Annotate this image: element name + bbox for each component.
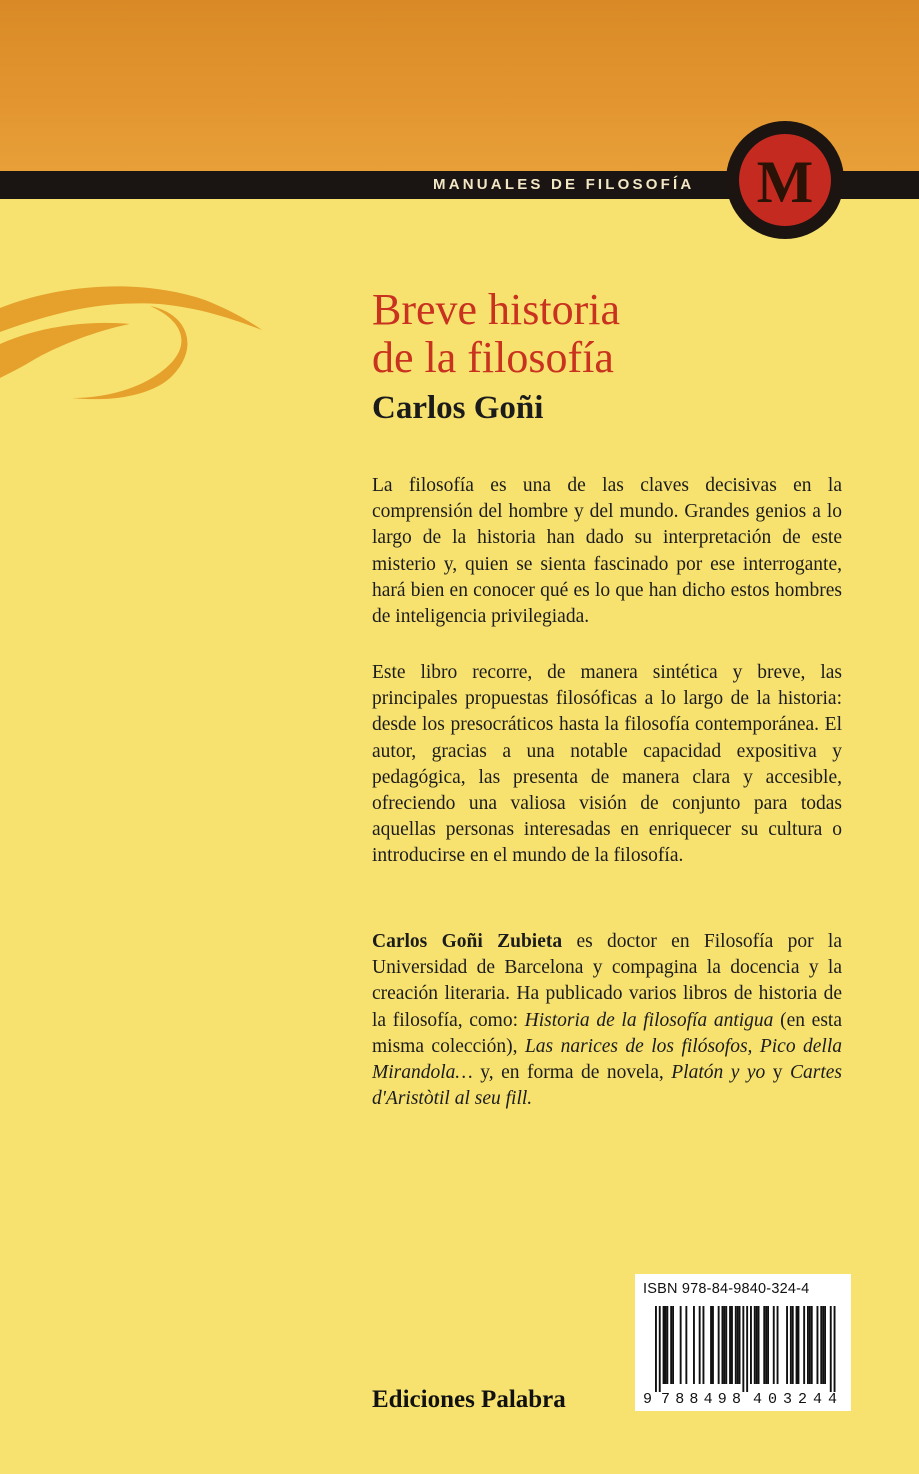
barcode-bar: [822, 1306, 824, 1384]
barcode-bar: [739, 1306, 741, 1384]
barcode-bar: [750, 1306, 752, 1384]
barcode-bar: [666, 1306, 668, 1384]
decorative-swirl-icon: [0, 270, 270, 410]
barcode-bar: [672, 1306, 674, 1384]
publisher-name: Ediciones Palabra: [372, 1386, 566, 1413]
barcode-bar: [786, 1306, 788, 1384]
bio-book-3: Platón y yo: [671, 1062, 766, 1084]
barcode-bar: [763, 1306, 765, 1384]
book-title-line1: Breve historia: [372, 285, 621, 334]
author-bio-paragraph: [372, 929, 842, 1112]
barcode-bar: [790, 1306, 792, 1384]
barcode-bar: [807, 1306, 809, 1384]
barcode-digit-lead: 9: [643, 1391, 653, 1406]
barcode-icon: [641, 1306, 845, 1406]
barcode-bar: [735, 1306, 737, 1384]
book-title-line2: de la filosofía: [372, 333, 614, 382]
series-logo-letter: M: [756, 149, 814, 215]
barcode-bar: [773, 1306, 775, 1384]
isbn-label: ISBN 978-84-9840-324-4: [643, 1281, 810, 1297]
barcode-bar: [718, 1306, 720, 1384]
barcode-bar: [680, 1306, 682, 1384]
book-author: Carlos Goñi: [372, 390, 544, 426]
barcode-bar: [699, 1306, 701, 1384]
barcode-bar: [725, 1306, 727, 1384]
barcode-bar: [809, 1306, 811, 1384]
book-title: [372, 286, 832, 382]
barcode-bar: [767, 1306, 769, 1384]
barcode-bar: [798, 1306, 800, 1384]
barcode-bar: [746, 1306, 748, 1392]
barcode-bar: [754, 1306, 756, 1384]
barcode-bar: [742, 1306, 744, 1392]
barcode-bar: [659, 1306, 661, 1392]
barcode-bar: [777, 1306, 779, 1384]
barcode-bar: [693, 1306, 695, 1384]
bio-text-4: y: [765, 1062, 790, 1084]
barcode-bar: [792, 1306, 794, 1384]
blurb-paragraph-2: Este libro recorre, de manera sintética y breve, las principales propuestas filosóficas a lo largo de la historia: desde los presocráticos hasta la filosofía contemporánea. El autor, gracias a una notable capacidad expositiva y pedagógica, las presenta de manera clara y accesible, ofreciendo una valiosa visión de conjunto para todas aquellas personas interesadas en enriquecer su cultura o introducirse en el mundo de la filosofía.: [372, 662, 842, 867]
barcode-bar: [670, 1306, 672, 1384]
bio-text-3: y, en forma de novela,: [472, 1062, 672, 1084]
barcode-bar: [712, 1306, 714, 1384]
author-full-name: Carlos Goñi Zubieta: [372, 931, 563, 952]
barcode-bar: [710, 1306, 712, 1384]
barcode-bar: [663, 1306, 665, 1384]
bio-book-2: Las narices de los filósofos, Pico della Mirandola…: [372, 1035, 843, 1084]
barcode-box: [635, 1274, 851, 1411]
bio-text-1: es doctor en Filosofía por la Universidad de Barcelona y compagina la docencia y la creación literaria. Ha publicado varios libros de historia de la filosofía, como:: [372, 931, 842, 1031]
barcode-bar: [731, 1306, 733, 1384]
blurb-paragraph-1: La filosofía es una de las claves decisivas en la comprensión del hombre y del mundo. Grandes genios a lo largo de la historia han dado su interpretación de este misterio y, quien se sienta fascinado por ese interrogante, hará bien en conocer qué es lo que han dicho estos hombres de inteligencia privilegiada.: [372, 475, 842, 628]
barcode-bar: [756, 1306, 758, 1384]
barcode-bar: [803, 1306, 805, 1384]
barcode-digits-right: 403244: [753, 1391, 837, 1406]
barcode-bar: [824, 1306, 826, 1384]
barcode-bar: [655, 1306, 657, 1392]
barcode-bar: [834, 1306, 836, 1392]
barcode-bar: [685, 1306, 687, 1384]
bio-book-4: Cartes d'Aristòtil al seu fill.: [372, 1062, 843, 1110]
barcode-bar: [830, 1306, 832, 1392]
barcode-bar: [722, 1306, 724, 1384]
barcode-bar: [665, 1306, 667, 1384]
barcode-bar: [703, 1306, 705, 1384]
barcode-bar: [817, 1306, 819, 1384]
barcode-bar: [796, 1306, 798, 1384]
bio-book-1: Historia de la filosofía antigua: [524, 1009, 774, 1031]
bio-text-2: (en esta misma colección),: [372, 1009, 842, 1057]
barcode-bar: [820, 1306, 822, 1384]
series-logo-disc: [739, 134, 831, 226]
barcode-bar: [723, 1306, 725, 1384]
barcode-bar: [737, 1306, 739, 1384]
barcode-bar: [765, 1306, 767, 1384]
series-name: MANUALES DE FILOSOFÍA: [433, 176, 695, 193]
barcode-bar: [758, 1306, 760, 1384]
barcode-digits-left: 788498: [661, 1391, 741, 1406]
barcode-bar: [811, 1306, 813, 1384]
barcode-bar: [729, 1306, 731, 1384]
